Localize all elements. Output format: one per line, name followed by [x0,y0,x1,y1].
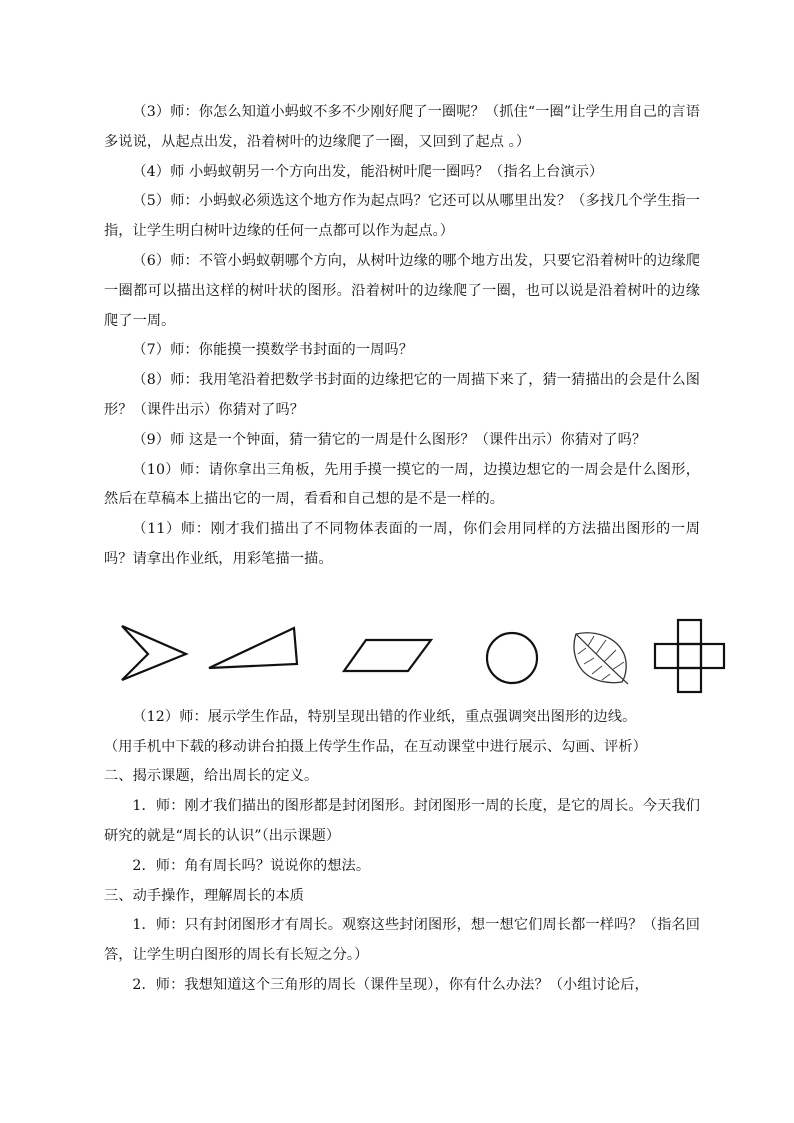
paragraph-p7: （7）师：你能摸一摸数学书封面的一周吗？ [132,342,413,359]
lesson-steps-top [104,98,700,575]
cross-net-icon [653,618,727,694]
lesson-steps-bottom [104,703,700,1001]
paragraph-s3-2: 2．师：我想知道这个三角形的周长（课件呈现），你有什么办法？（小组讨论后， [132,976,649,993]
closed-shapes-row [115,618,730,698]
paragraph-s2-1: 1．师：刚才我们描出的图形都是封闭图形。封闭图形一周的长度，是它的周长。今天我们研究的就是“周长的认识”（出示课题） [104,798,700,844]
paragraph-p9: （9）师 这是一个钟面，猜一猜它的一周是什么图形？（课件出示）你猜对了吗？ [132,431,647,448]
triangle-icon [207,626,299,672]
paragraph-p5: （5）师：小蚂蚁必须选这个地方作为起点吗？它还可以从哪里出发？（多找几个学生指一指，让学生明白树叶边缘的任何一点都可以作为起点。） [104,193,700,240]
circle-icon [484,630,540,686]
paragraph-s2-2: 2．师：角有周长吗？说说你的想法。 [132,857,371,874]
paragraph-p4: （4）师 小蚂蚁朝另一个方向出发，能沿树叶爬一圈吗？（指名上台演示） [132,163,604,180]
paragraph-p6: （6）师：不管小蚂蚁朝哪个方向，从树叶边缘的哪个地方出发，只要它沿着树叶的边缘爬一圈都可以描出这样的树叶状的图形。沿着树叶的边缘爬了一圈，也可以说是沿着树叶的边缘爬了一周。 [104,252,700,329]
paragraph-p8: （8）师：我用笔沿着把数学书封面的边缘把它的一周描下来了，猜一猜描出的会是什么图形？（课件出示）你猜对了吗？ [104,372,700,418]
paragraph-s2: 二、揭示课题，给出周长的定义。 [104,768,319,785]
paragraph-p12b: （用手机中下载的移动讲台拍摄上传学生作品，在互动课堂中进行展示、勾画、评析） [104,738,647,755]
arrowhead-icon [120,624,190,682]
paragraph-p11: （11）师：刚才我们描出了不同物体表面的一周，你们会用同样的方法描出图形的一周吗？请拿出作业纸，用彩笔描一描。 [104,521,700,567]
paragraph-p3: （3）师：你怎么知道小蚂蚁不多不少刚好爬了一圈呢？（抓住“一圈”让学生用自己的言语多说说，从起点出发，沿着树叶的边缘爬了一圈，又回到了起点 。） [104,104,700,150]
paragraph-s3: 三、动手操作，理解周长的本质 [104,887,305,904]
paragraph-p10: （10）师：请你拿出三角板，先用手摸一摸它的一周，边摸边想它的一周会是什么图形，然后在草稿本上描出它的一周，看看和自己想的是不是一样的。 [104,461,700,508]
parallelogram-icon [342,638,434,674]
leaf-icon [570,630,630,686]
paragraph-s3-1: 1．师：只有封闭图形才有周长。观察这些封闭图形，想一想它们周长都一样吗？（指名回答，让学生明白图形的周长有长短之分。） [104,917,700,964]
paragraph-p12: （12）师：展示学生作品，特别呈现出错的作业纸，重点强调突出图形的边线。 [132,708,637,725]
document-page [104,98,700,1001]
